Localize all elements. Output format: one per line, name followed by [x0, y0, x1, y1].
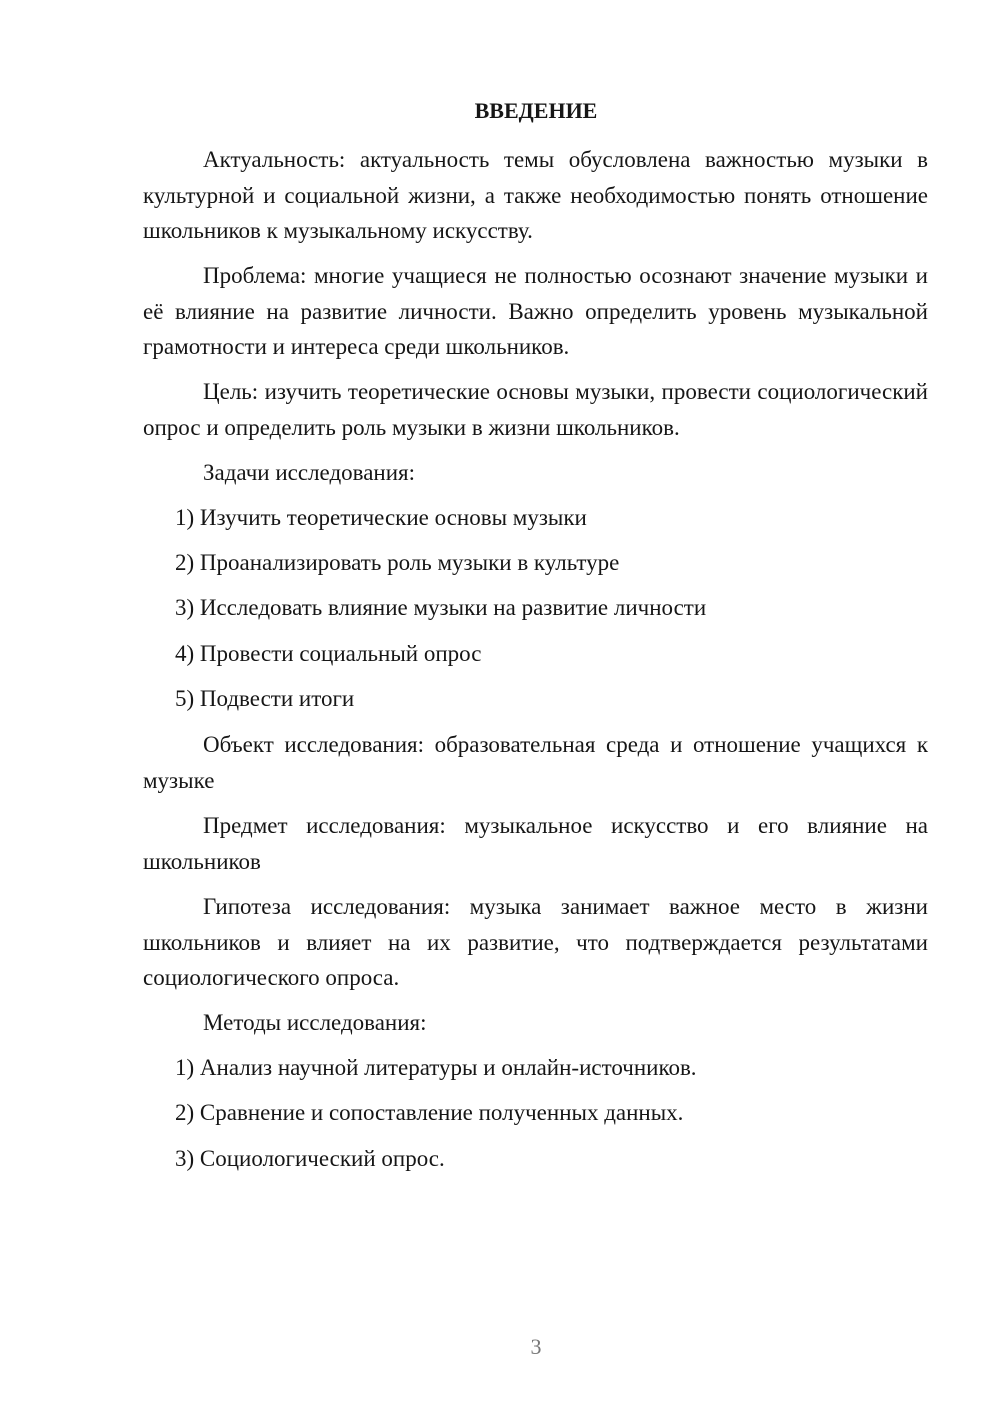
- page-number: 3: [530, 1334, 542, 1359]
- task-item: 5) Подвести итоги: [175, 686, 355, 711]
- method-item: 2) Сравнение и сопоставление полученных данных.: [175, 1100, 684, 1125]
- object-text: Объект исследования: образовательная среда и отношение учащихся к музыке: [143, 732, 928, 793]
- page-title: ВВЕДЕНИЕ: [474, 98, 598, 123]
- method-item: 1) Анализ научной литературы и онлайн-источников.: [175, 1055, 697, 1080]
- methods-heading: Методы исследования:: [203, 1010, 427, 1035]
- goal-paragraph: Цель: изучить теоретические основы музыки, провести социологический опрос и определить роль музыки в жизни школьников.: [143, 379, 928, 440]
- object-paragraph: [143, 727, 928, 793]
- task-item: 1) Изучить теоретические основы музыки: [175, 505, 587, 530]
- relevance-paragraph: Актуальность: актуальность темы обусловлена важностью музыки в культурной и социальной жизни, а также необходимостью понять отношение школьников к музыкальному искусству.: [143, 147, 928, 243]
- method-item: 3) Социологический опрос.: [175, 1146, 445, 1171]
- problem-paragraph: Проблема: многие учащиеся не полностью осознают значение музыки и её влияние на развитие личности. Важно определить уровень музыкальной грамотности и интереса среди школьников.: [143, 263, 928, 359]
- tasks-heading: Задачи исследования:: [203, 460, 416, 485]
- task-item: 2) Проанализировать роль музыки в культуре: [175, 550, 620, 575]
- task-item: 4) Провести социальный опрос: [175, 641, 482, 666]
- subject-paragraph: Предмет исследования: музыкальное искусство и его влияние на школьников: [143, 813, 928, 874]
- task-item: 3) Исследовать влияние музыки на развитие личности: [175, 595, 707, 620]
- hypothesis-paragraph: Гипотеза исследования: музыка занимает важное место в жизни школьников и влияет на их развитие, что подтверждается результатами социологического опроса.: [143, 894, 928, 990]
